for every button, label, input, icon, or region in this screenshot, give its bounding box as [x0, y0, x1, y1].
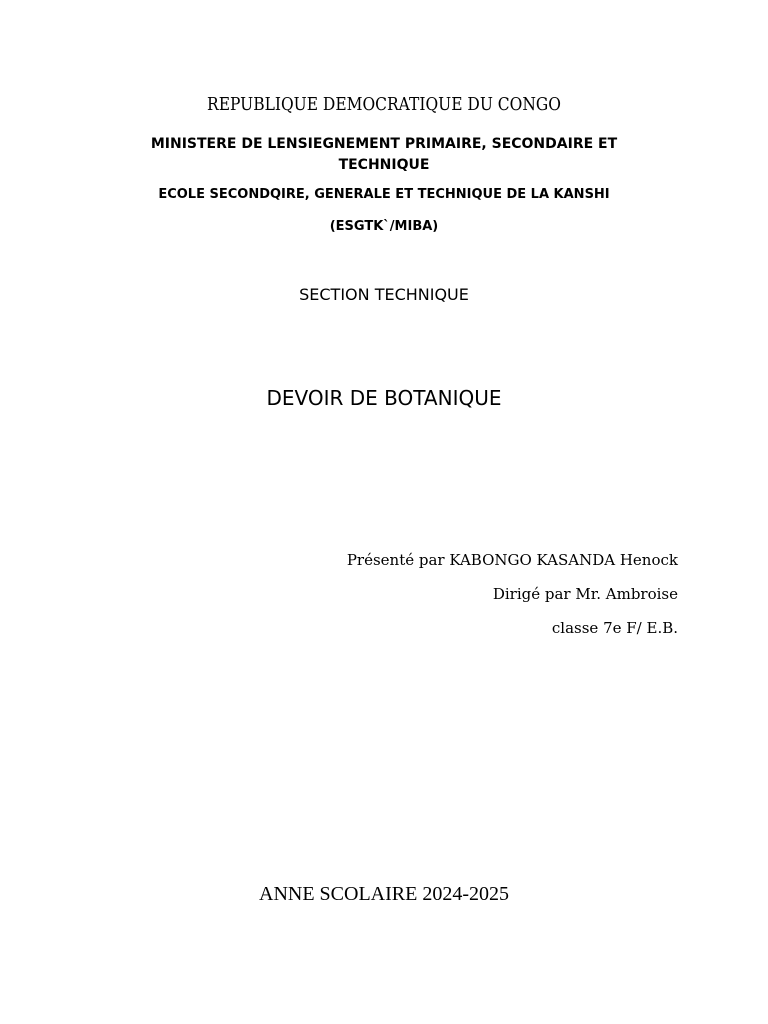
- section-label: SECTION TECHNIQUE: [299, 285, 469, 304]
- country-heading: REPUBLIQUE DEMOCRATIQUE DU CONGO: [207, 94, 561, 115]
- directed-by: Dirigé par Mr. Ambroise: [492, 585, 678, 603]
- ministry-heading: MINISTERE DE LENSIEGNEMENT PRIMAIRE, SECONDAIRE ET TECHNIQUE: [150, 136, 618, 173]
- document-title: DEVOIR DE BOTANIQUE: [266, 386, 502, 410]
- presented-by: Présenté par KABONGO KASANDA Henock: [346, 551, 678, 569]
- class-label: classe 7e F/ E.B.: [551, 619, 678, 637]
- school-year: ANNE SCOLAIRE 2024-2025: [259, 883, 509, 905]
- school-acronym: (ESGTK`/MIBA): [329, 219, 439, 234]
- school-heading: ECOLE SECONDQIRE, GENERALE ET TECHNIQUE DE LA KANSHI: [158, 187, 610, 202]
